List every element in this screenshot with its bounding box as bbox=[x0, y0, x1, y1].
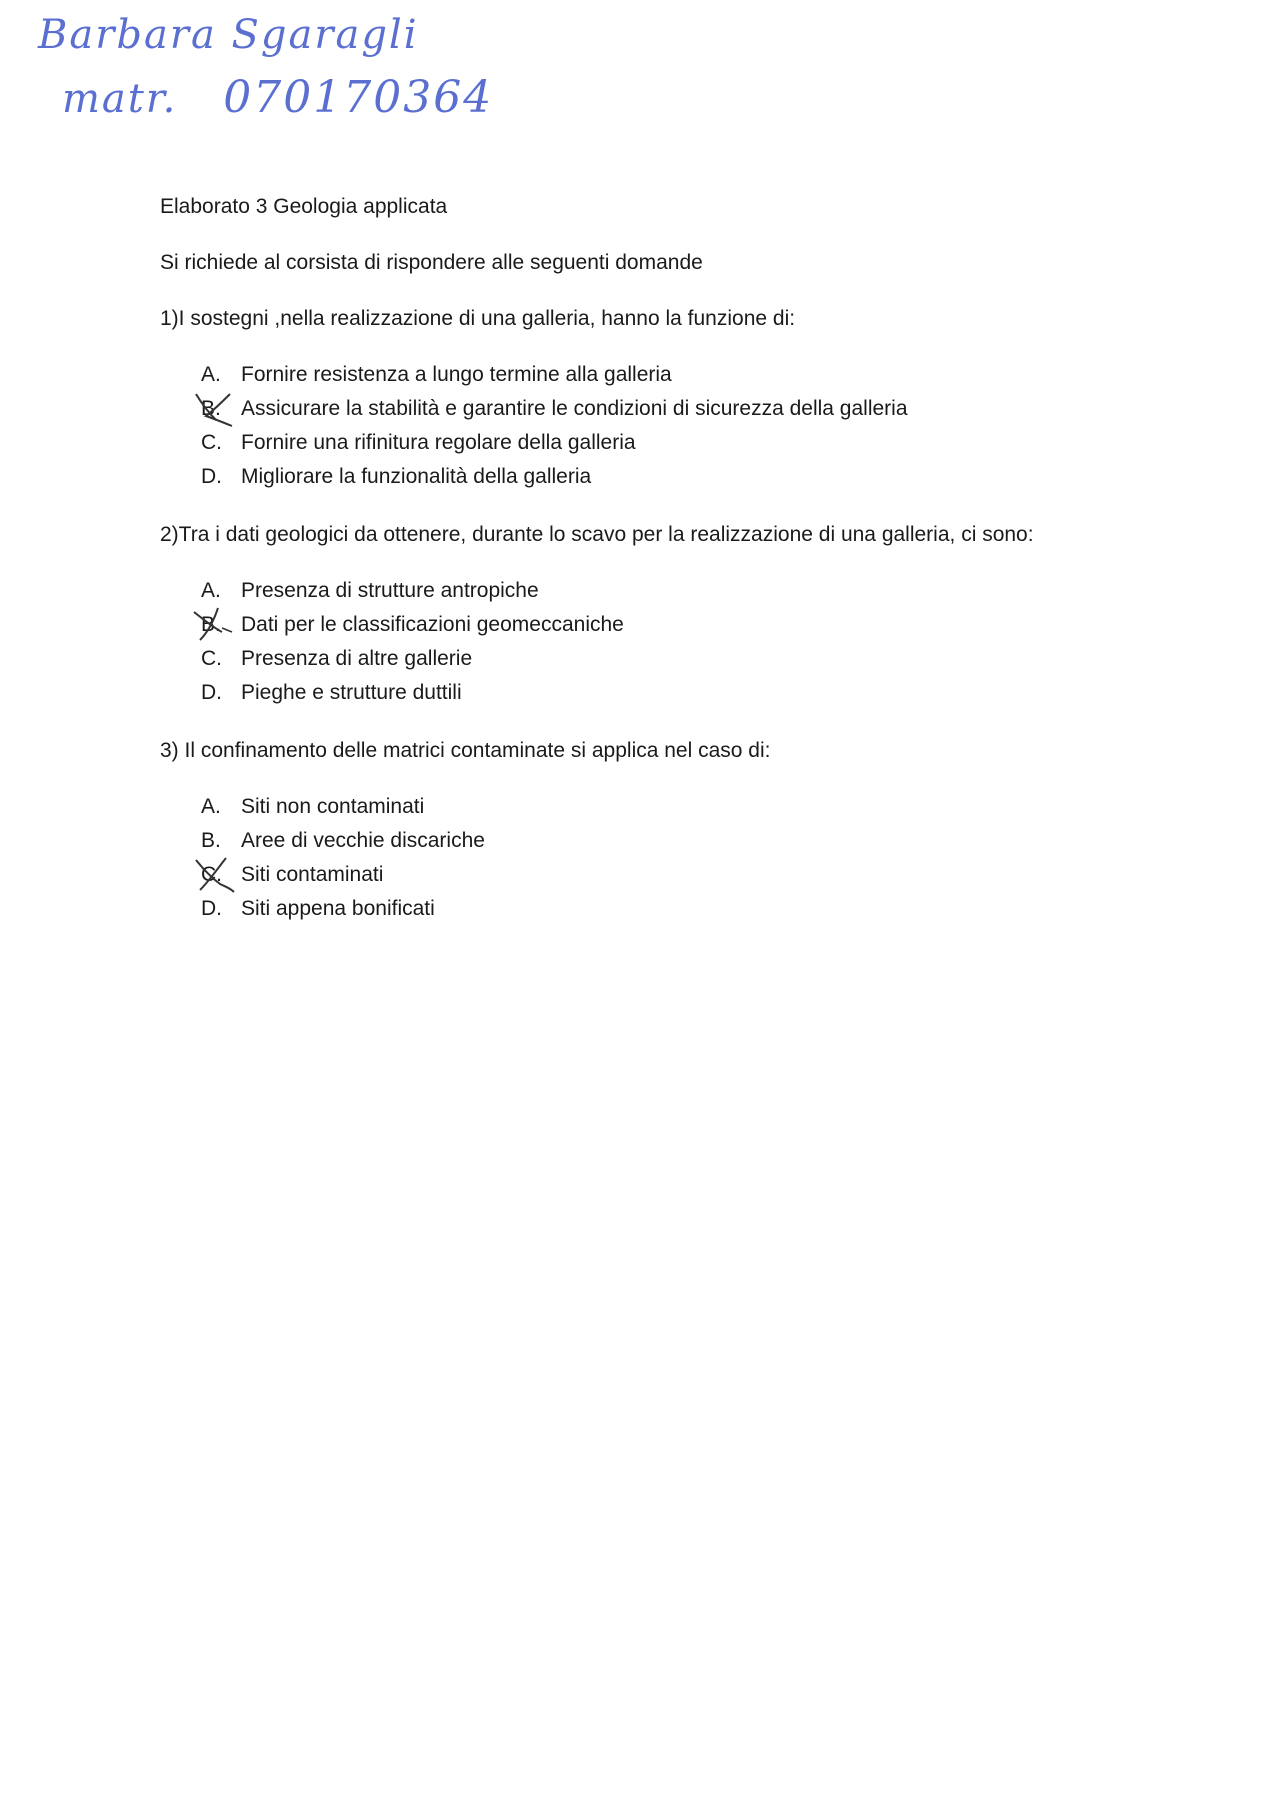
option-text: Presenza di altre gallerie bbox=[241, 647, 473, 670]
option-letter: D. bbox=[201, 681, 222, 704]
option-letter: B. bbox=[201, 397, 221, 420]
option-letter: B. bbox=[201, 613, 221, 636]
question-2-options bbox=[160, 574, 1160, 710]
document-body bbox=[160, 192, 1160, 952]
option-letter: A. bbox=[201, 363, 221, 386]
option-text: Siti contaminati bbox=[241, 863, 384, 886]
option-letter: C. bbox=[201, 431, 222, 454]
option-letter: C. bbox=[201, 863, 222, 886]
option-item-selected bbox=[160, 392, 1160, 426]
handwritten-matr bbox=[62, 72, 493, 123]
handwritten-name: Barbara Sgaragli bbox=[38, 12, 419, 58]
option-text: Pieghe e strutture duttili bbox=[241, 681, 462, 704]
option-letter: A. bbox=[201, 795, 221, 818]
option-text: Fornire una rifinitura regolare della galleria bbox=[241, 431, 636, 454]
option-item bbox=[160, 358, 1160, 392]
option-item bbox=[160, 642, 1160, 676]
option-item bbox=[160, 676, 1160, 710]
option-text: Dati per le classificazioni geomeccaniche bbox=[241, 613, 624, 636]
question-1-options bbox=[160, 358, 1160, 494]
option-item bbox=[160, 824, 1160, 858]
option-item bbox=[160, 426, 1160, 460]
option-text: Siti appena bonificati bbox=[241, 897, 435, 920]
option-text: Presenza di strutture antropiche bbox=[241, 579, 539, 602]
option-item bbox=[160, 892, 1160, 926]
option-item bbox=[160, 460, 1160, 494]
option-text: Aree di vecchie discariche bbox=[241, 829, 485, 852]
option-letter: D. bbox=[201, 897, 222, 920]
option-text: Migliorare la funzionalità della galleria bbox=[241, 465, 592, 488]
question-3: 3) Il confinamento delle matrici contaminate si applica nel caso di: bbox=[160, 739, 771, 762]
option-item bbox=[160, 790, 1160, 824]
option-letter: C. bbox=[201, 647, 222, 670]
option-item-selected bbox=[160, 858, 1160, 892]
document-intro: Si richiede al corsista di rispondere alle seguenti domande bbox=[160, 251, 703, 274]
option-text: Assicurare la stabilità e garantire le condizioni di sicurezza della galleria bbox=[241, 397, 908, 420]
question-1: 1)I sostegni ,nella realizzazione di una galleria, hanno la funzione di: bbox=[160, 307, 796, 330]
option-text: Fornire resistenza a lungo termine alla galleria bbox=[241, 363, 672, 386]
question-3-options bbox=[160, 790, 1160, 926]
option-letter: D. bbox=[201, 465, 222, 488]
option-item-selected bbox=[160, 608, 1160, 642]
option-letter: A. bbox=[201, 579, 221, 602]
question-2: 2)Tra i dati geologici da ottenere, durante lo scavo per la realizzazione di una galleria, ci sono: bbox=[160, 523, 1034, 546]
option-item bbox=[160, 574, 1160, 608]
option-letter: B. bbox=[201, 829, 221, 852]
option-text: Siti non contaminati bbox=[241, 795, 425, 818]
handwritten-matr-label: matr. bbox=[62, 76, 178, 122]
handwritten-matr-number: 070170364 bbox=[223, 72, 494, 123]
document-title: Elaborato 3 Geologia applicata bbox=[160, 195, 448, 218]
